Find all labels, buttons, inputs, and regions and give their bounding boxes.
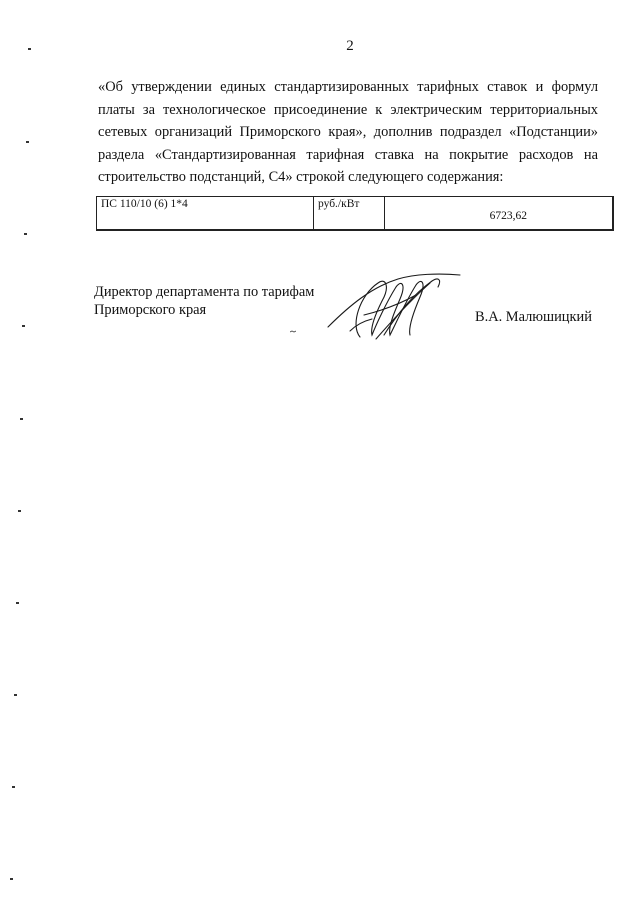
scan-mark xyxy=(10,878,13,880)
scan-mark xyxy=(14,694,17,696)
position-line: Приморского края xyxy=(94,302,207,318)
scan-margin-marks xyxy=(0,0,40,905)
page-number: 2 xyxy=(346,38,354,54)
signature-stroke xyxy=(356,281,423,337)
scan-mark xyxy=(24,233,27,235)
scan-mark xyxy=(26,141,29,143)
body-line: сетевых организаций Приморского края», дополнив подраздел «Подстанции» xyxy=(98,124,598,140)
signer-name: В.А. Малюшицкий xyxy=(475,309,592,325)
scan-mark xyxy=(22,325,25,327)
body-line: строительство подстанций, С4» строкой следующего содержания: xyxy=(98,169,504,185)
table-row xyxy=(97,197,614,231)
rate-value-cell: 6723,62 xyxy=(385,197,614,231)
body-line: платы за технологическое присоединение к электрическим территориальных xyxy=(98,101,598,118)
scan-speck xyxy=(290,330,296,333)
position-line: Директор департамента по тарифам xyxy=(94,284,315,300)
substation-name-cell: ПС 110/10 (6) 1*4 xyxy=(97,197,314,231)
signer-position xyxy=(94,283,314,319)
unit-cell: руб./кВт xyxy=(314,197,385,231)
scan-mark xyxy=(18,510,21,512)
scan-mark xyxy=(20,418,23,420)
scan-mark xyxy=(12,786,15,788)
body-paragraph xyxy=(98,76,598,189)
tariff-table xyxy=(96,196,614,231)
scan-mark xyxy=(16,602,19,604)
body-line: раздела «Стандартизированная тарифная ставка на покрытие расходов на xyxy=(98,146,598,163)
handwritten-signature xyxy=(320,265,465,345)
signature-stroke xyxy=(384,279,440,335)
signature-stroke xyxy=(350,319,372,331)
body-line: «Об утверждении единых стандартизированных тарифных ставок и формул xyxy=(98,79,598,95)
